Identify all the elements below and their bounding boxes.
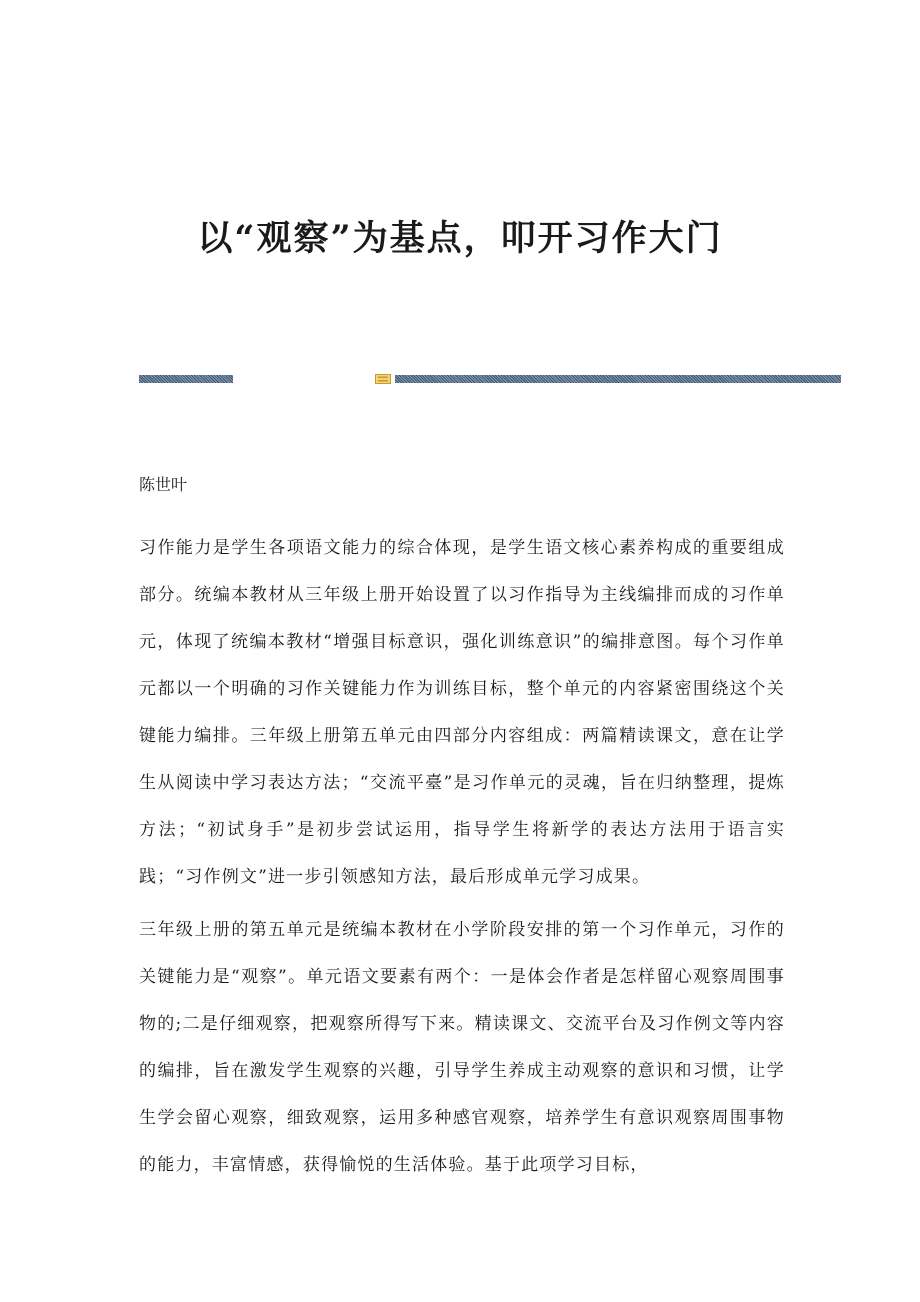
document-body xyxy=(139,525,785,1195)
title-divider xyxy=(139,374,841,384)
body-paragraph: 习作能力是学生各项语文能力的综合体现，是学生语文核心素养构成的重要组成部分。统编本教材从三年级上册开始设置了以习作指导为主线编排而成的习作单元，体现了统编本教材“增强目标意识，强化训练意识”的编排意图。每个习作单元都以一个明确的习作关键能力作为训练目标，整个单元的内容紧密围绕这个关键能力编排。三年级上册第五单元由四部分内容组成：两篇精读课文，意在让学生从阅读中学习表达方法；“交流平臺”是习作单元的灵魂，旨在归纳整理，提炼方法；“初试身手”是初步尝试运用，指导学生将新学的表达方法用于语言实践；“习作例文”进一步引领感知方法，最后形成单元学习成果。 xyxy=(139,538,785,887)
document-title: 以“观察”为基点，叩开习作大门 xyxy=(197,218,723,259)
divider-ornament-icon xyxy=(375,374,391,384)
author-name: 陈世叶 xyxy=(139,475,188,494)
divider-bar-left xyxy=(139,375,233,383)
body-paragraph: 三年级上册的第五单元是统编本教材在小学阶段安排的第一个习作单元，习作的关键能力是“观察”。单元语文要素有两个：一是体会作者是怎样留心观察周围事物的;二是仔细观察，把观察所得写下来。精读课文、交流平台及习作例文等内容的编排，旨在激发学生观察的兴趣，引导学生养成主动观察的意识和习惯，让学生学会留心观察，细致观察，运用多种感官观察，培养学生有意识观察周围事物的能力，丰富情感，获得愉悦的生活体验。基于此项学习目标， xyxy=(139,920,785,1175)
divider-bar-right xyxy=(395,375,841,383)
